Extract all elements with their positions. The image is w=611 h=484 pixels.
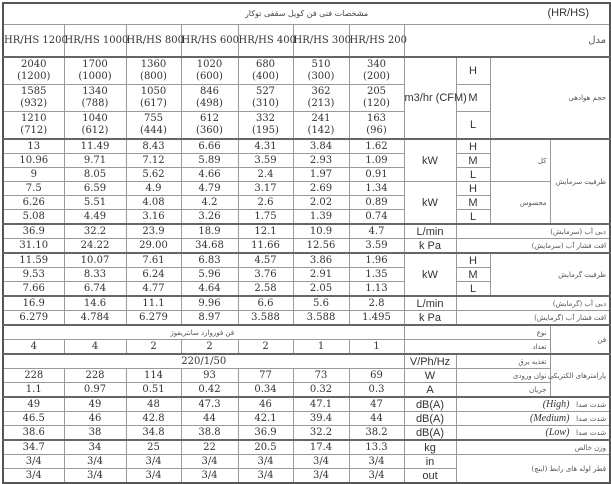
value-cell: 3/4	[293, 455, 349, 469]
level-cell: H	[456, 182, 490, 196]
value-cell: 47.1	[293, 397, 349, 412]
value-cell: 0.51	[126, 383, 181, 398]
value-cell: 0.97	[64, 383, 126, 398]
airflow-cell: 1050 (617)	[126, 85, 181, 112]
value-cell: 3.588	[293, 311, 349, 326]
value-cell: 4.49	[64, 210, 126, 225]
value-cell: 10.96	[3, 154, 64, 168]
value-cell: 1.09	[349, 154, 404, 168]
value-cell: 1.75	[238, 210, 293, 225]
value-cell: 14.6	[64, 296, 126, 311]
value-cell: 9.96	[181, 296, 238, 311]
table-row	[3, 426, 610, 441]
level-cell: M	[456, 85, 490, 112]
value-cell: 4.9	[126, 182, 181, 196]
value-cell: 10.07	[64, 253, 126, 268]
table-row	[3, 340, 610, 355]
value-cell: 38.2	[349, 426, 404, 441]
value-cell: 10.9	[293, 224, 349, 239]
value-cell: 36.9	[3, 224, 64, 239]
value-cell: 2.6	[238, 196, 293, 210]
value-cell: 48	[126, 397, 181, 412]
value-cell: 13	[3, 139, 64, 154]
airflow-cell: 510 (300)	[293, 57, 349, 85]
row-label: ظرفیت گرمایش	[490, 253, 610, 296]
value-cell: 42.1	[238, 412, 293, 426]
value-cell: 114	[126, 369, 181, 383]
table-row	[3, 296, 610, 311]
value-cell: 3/4	[126, 455, 181, 469]
value-cell: 1.62	[349, 139, 404, 154]
row-label: پارامترهای الکتریکی	[550, 354, 610, 397]
value-cell: 3/4	[238, 455, 293, 469]
value-cell: 2.93	[293, 154, 349, 168]
spec-table	[2, 2, 611, 484]
value-cell: 0.3	[349, 383, 404, 398]
value-cell: 24.22	[64, 239, 126, 254]
level-cell: L	[456, 282, 490, 297]
value-cell: 3/4	[3, 469, 64, 484]
value-cell: 38.6	[3, 426, 64, 441]
value-cell: 228	[64, 369, 126, 383]
value-cell: 2.8	[349, 296, 404, 311]
unit-cell: kW	[404, 182, 456, 225]
value-cell: 3/4	[181, 455, 238, 469]
row-label: افت فشار آب (سرمایش)	[456, 239, 610, 254]
value-cell: 3/4	[349, 455, 404, 469]
airflow-cell: 163 (96)	[349, 112, 404, 140]
value-cell: 4.7	[349, 224, 404, 239]
value-cell: 8.33	[64, 268, 126, 282]
value-cell: 3.59	[349, 239, 404, 254]
table-row	[3, 455, 610, 469]
value-cell: 1	[349, 340, 404, 355]
value-cell: 47.3	[181, 397, 238, 412]
model-header: HR/HS 1200	[3, 25, 64, 58]
table-title	[3, 3, 610, 25]
value-cell: 3.16	[126, 210, 181, 225]
value-cell: 0.42	[181, 383, 238, 398]
value-cell: 1.35	[349, 268, 404, 282]
unit-cell: dB(A)	[404, 397, 456, 412]
value-cell: 0.74	[349, 210, 404, 225]
value-cell: 42.8	[126, 412, 181, 426]
value-cell: 4.2	[181, 196, 238, 210]
value-cell: 46	[64, 412, 126, 426]
value-cell: 3/4	[181, 469, 238, 484]
value-cell: 1.13	[349, 282, 404, 297]
value-cell: 34.68	[181, 239, 238, 254]
table-row	[3, 239, 610, 254]
value-cell: 32.2	[64, 224, 126, 239]
value-cell: 5.62	[126, 168, 181, 182]
value-cell: 6.74	[64, 282, 126, 297]
value-cell: 5.51	[64, 196, 126, 210]
value-cell: 1.495	[349, 311, 404, 326]
value-cell: 18.9	[181, 224, 238, 239]
sub-label: کل	[490, 139, 550, 182]
table-row	[3, 369, 610, 383]
airflow-cell: 2040 (1200)	[3, 57, 64, 85]
value-cell: 6.279	[3, 311, 64, 326]
value-cell: 17.4	[293, 440, 349, 455]
value-cell: 12.56	[293, 239, 349, 254]
value-cell: 16.9	[3, 296, 64, 311]
value-cell: 13.3	[349, 440, 404, 455]
value-cell: 8.43	[126, 139, 181, 154]
airflow-cell: 1700 (1000)	[64, 57, 126, 85]
level-cell: M	[456, 196, 490, 210]
value-cell: 3.588	[238, 311, 293, 326]
noise-label: شدت صدا	[576, 428, 607, 437]
value-cell: 1.1	[3, 383, 64, 398]
value-cell: 1.96	[349, 253, 404, 268]
airflow-cell: 755 (444)	[126, 112, 181, 140]
value-cell: 4	[64, 340, 126, 355]
series-label: (HR/HS)	[547, 7, 590, 19]
value-cell: 44	[181, 412, 238, 426]
value-cell: 77	[238, 369, 293, 383]
table-row	[3, 25, 610, 58]
value-cell: 7.12	[126, 154, 181, 168]
unit-cell: out	[404, 469, 456, 484]
value-cell: 23.9	[126, 224, 181, 239]
value-cell: 8.05	[64, 168, 126, 182]
value-cell: 3/4	[126, 469, 181, 484]
model-header: HR/HS 400	[238, 25, 293, 58]
unit-cell: m3/hr (CFM)	[404, 57, 456, 139]
value-cell: 20.5	[238, 440, 293, 455]
value-cell: 25	[126, 440, 181, 455]
row-label: ظرفیت سرمایش	[550, 139, 610, 224]
value-cell: 1.97	[293, 168, 349, 182]
row-label: فن	[550, 325, 610, 354]
value-cell: 3/4	[3, 455, 64, 469]
fan-type-value: فن فوروارد سانتریفوژ	[3, 325, 404, 340]
table-row	[3, 139, 610, 154]
value-cell: 31.10	[3, 239, 64, 254]
sub-label: توان ورودی	[456, 369, 550, 383]
value-cell: 12.1	[238, 224, 293, 239]
value-cell: 0.91	[349, 168, 404, 182]
airflow-cell: 362 (213)	[293, 85, 349, 112]
table-row	[3, 311, 610, 326]
value-cell: 29.00	[126, 239, 181, 254]
value-cell: 4.77	[126, 282, 181, 297]
table-row	[3, 182, 610, 196]
row-label: دبی آب (گرمایش)	[456, 296, 610, 311]
level-cell: L	[456, 112, 490, 140]
model-header: HR/HS 800	[126, 25, 181, 58]
value-cell: 3/4	[64, 455, 126, 469]
value-cell: 7.5	[3, 182, 64, 196]
unit-cell: kW	[404, 139, 456, 182]
value-cell: 34	[64, 440, 126, 455]
value-cell: 11.49	[64, 139, 126, 154]
table-row	[3, 57, 610, 85]
unit-cell: V/Ph/Hz	[404, 354, 456, 369]
row-label: افت فشار آب (گرمایش)	[456, 311, 610, 326]
value-cell: 2.4	[238, 168, 293, 182]
table-row	[3, 224, 610, 239]
value-cell: 3.26	[181, 210, 238, 225]
noise-label: شدت صدا	[576, 414, 607, 423]
row-label: حجم هوادهی	[490, 57, 610, 139]
level-cell: M	[456, 154, 490, 168]
table-row	[3, 383, 610, 398]
unit-cell: in	[404, 455, 456, 469]
value-cell: 4.784	[64, 311, 126, 326]
airflow-cell: 1360 (800)	[126, 57, 181, 85]
level-cell: L	[456, 210, 490, 225]
airflow-cell: 205 (120)	[349, 85, 404, 112]
row-label	[456, 412, 610, 426]
value-cell: 38.8	[181, 426, 238, 441]
sub-label: محسوس	[490, 182, 550, 225]
table-row	[3, 440, 610, 455]
sub-label: تغذیه برق	[456, 354, 550, 369]
value-cell: 3.86	[293, 253, 349, 268]
value-cell: 2	[238, 340, 293, 355]
value-cell: 93	[181, 369, 238, 383]
value-cell: 6.66	[181, 139, 238, 154]
value-cell: 0.32	[293, 383, 349, 398]
value-cell: 3/4	[238, 469, 293, 484]
value-cell: 228	[3, 369, 64, 383]
value-cell: 0.89	[349, 196, 404, 210]
airflow-cell: 527 (310)	[238, 85, 293, 112]
value-cell: 6.6	[238, 296, 293, 311]
value-cell: 39.4	[293, 412, 349, 426]
value-cell: 44	[349, 412, 404, 426]
value-cell: 5.08	[3, 210, 64, 225]
value-cell: 73	[293, 369, 349, 383]
model-header: HR/HS 200	[349, 25, 404, 58]
unit-cell: kg	[404, 440, 456, 455]
table-row	[3, 325, 610, 340]
row-label	[456, 426, 610, 441]
sub-label: جریان	[456, 383, 550, 398]
value-cell: 38	[64, 426, 126, 441]
value-cell: 4.66	[181, 168, 238, 182]
unit-cell: L/min	[404, 296, 456, 311]
noise-level: (Low)	[545, 426, 570, 438]
level-cell: H	[456, 139, 490, 154]
airflow-cell: 846 (498)	[181, 85, 238, 112]
airflow-cell: 1040 (612)	[64, 112, 126, 140]
level-cell: L	[456, 168, 490, 182]
airflow-cell: 1020 (600)	[181, 57, 238, 85]
noise-level: (Medium)	[529, 412, 570, 424]
unit-cell: kW	[404, 253, 456, 296]
model-label: مدل	[404, 25, 610, 58]
airflow-cell: 680 (400)	[238, 57, 293, 85]
table-row	[3, 354, 610, 369]
value-cell: 46.5	[3, 412, 64, 426]
airflow-cell: 612 (360)	[181, 112, 238, 140]
airflow-cell: 340 (200)	[349, 57, 404, 85]
value-cell: 11.66	[238, 239, 293, 254]
airflow-cell: 241 (142)	[293, 112, 349, 140]
value-cell: 6.24	[126, 268, 181, 282]
value-cell: 3.59	[238, 154, 293, 168]
value-cell: 3.76	[238, 268, 293, 282]
value-cell: 4.31	[238, 139, 293, 154]
noise-level: (High)	[542, 398, 570, 410]
table-row	[3, 253, 610, 268]
unit-cell: k Pa	[404, 239, 456, 254]
airflow-cell: 1210 (712)	[3, 112, 64, 140]
title-text: مشخصات فنی فن کویل سقفی توکار	[244, 9, 369, 18]
value-cell: 6.279	[126, 311, 181, 326]
row-label: دبی آب (سرمایش)	[456, 224, 610, 239]
value-cell: 0.34	[238, 383, 293, 398]
value-cell: 32.2	[293, 426, 349, 441]
value-cell: 3/4	[349, 469, 404, 484]
level-cell: H	[456, 253, 490, 268]
value-cell: 9	[3, 168, 64, 182]
value-cell: 34.7	[3, 440, 64, 455]
value-cell: 47	[349, 397, 404, 412]
value-cell: 46	[238, 397, 293, 412]
value-cell: 6.26	[3, 196, 64, 210]
table-row	[3, 412, 610, 426]
model-header: HR/HS 1000	[64, 25, 126, 58]
value-cell: 34.8	[126, 426, 181, 441]
value-cell: 2.05	[293, 282, 349, 297]
noise-label: شدت صدا	[576, 400, 607, 409]
airflow-cell: 332 (195)	[238, 112, 293, 140]
row-label: قطر لوله های رابط (اینچ)	[456, 455, 610, 484]
value-cell: 6.59	[64, 182, 126, 196]
value-cell: 49	[64, 397, 126, 412]
table-row	[3, 397, 610, 412]
value-cell: 6.83	[181, 253, 238, 268]
unit-cell: k Pa	[404, 311, 456, 326]
sub-label: نوع	[404, 325, 550, 340]
value-cell: 36.9	[238, 426, 293, 441]
value-cell: 1.34	[349, 182, 404, 196]
value-cell: 4.08	[126, 196, 181, 210]
model-header: HR/HS 600	[181, 25, 238, 58]
value-cell: 3.17	[238, 182, 293, 196]
value-cell: 7.61	[126, 253, 181, 268]
value-cell: 11.1	[126, 296, 181, 311]
value-cell: 22	[181, 440, 238, 455]
value-cell: 9.53	[3, 268, 64, 282]
value-cell: 7.66	[3, 282, 64, 297]
level-cell: H	[456, 57, 490, 85]
value-cell: 2	[126, 340, 181, 355]
value-cell: 11.59	[3, 253, 64, 268]
supply-value: 220/1/50	[3, 354, 404, 369]
value-cell: 2	[181, 340, 238, 355]
value-cell: 2.91	[293, 268, 349, 282]
value-cell: 5.6	[293, 296, 349, 311]
value-cell: 69	[349, 369, 404, 383]
value-cell: 4.57	[238, 253, 293, 268]
value-cell: 4.79	[181, 182, 238, 196]
sub-label: تعداد	[404, 340, 550, 355]
value-cell: 2.69	[293, 182, 349, 196]
value-cell: 3/4	[64, 469, 126, 484]
value-cell: 5.96	[181, 268, 238, 282]
value-cell: 8.97	[181, 311, 238, 326]
value-cell: 2.58	[238, 282, 293, 297]
unit-cell: W	[404, 369, 456, 383]
value-cell: 3/4	[293, 469, 349, 484]
value-cell: 2.02	[293, 196, 349, 210]
value-cell: 3.84	[293, 139, 349, 154]
value-cell: 1.39	[293, 210, 349, 225]
airflow-cell: 1340 (788)	[64, 85, 126, 112]
level-cell: M	[456, 268, 490, 282]
value-cell: 1	[293, 340, 349, 355]
unit-cell: dB(A)	[404, 412, 456, 426]
value-cell: 4.64	[181, 282, 238, 297]
unit-cell: A	[404, 383, 456, 398]
airflow-cell: 1585 (932)	[3, 85, 64, 112]
value-cell: 9.71	[64, 154, 126, 168]
model-header: HR/HS 300	[293, 25, 349, 58]
value-cell: 5.89	[181, 154, 238, 168]
row-label	[456, 397, 610, 412]
value-cell: 49	[3, 397, 64, 412]
value-cell: 4	[3, 340, 64, 355]
unit-cell: L/min	[404, 224, 456, 239]
unit-cell: dB(A)	[404, 426, 456, 441]
row-label: وزن خالص	[456, 440, 610, 455]
